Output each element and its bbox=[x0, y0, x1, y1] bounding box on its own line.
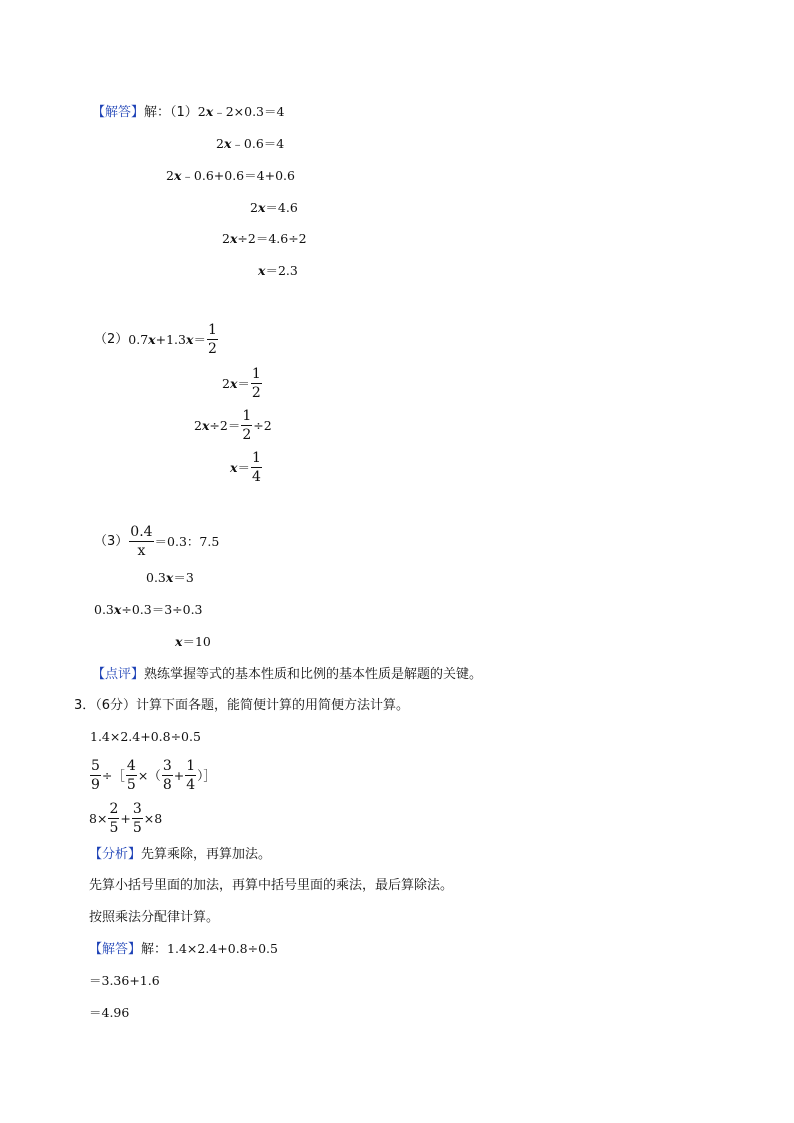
part1-line6 bbox=[258, 263, 298, 279]
eq-text: ＝ bbox=[193, 331, 206, 347]
answer-prefix: 解： bbox=[141, 942, 168, 957]
fraction: $\frac{1}{2}$ bbox=[251, 366, 261, 401]
fraction: $\frac{1}{4}$ bbox=[251, 450, 261, 485]
eq-var: x bbox=[201, 417, 210, 433]
eq-text: ÷2 bbox=[253, 417, 272, 433]
eq-text: ＝4.6 bbox=[265, 200, 298, 215]
eq-text: +1.3 bbox=[155, 331, 186, 347]
q3-answer-line bbox=[89, 941, 278, 958]
eq-text: ﹣0.6+0.6＝4+0.6 bbox=[181, 168, 295, 183]
part1-prefix: 解：（1） bbox=[144, 105, 198, 120]
part2-line3 bbox=[194, 407, 272, 444]
fraction: $\frac{3}{8}$ bbox=[162, 758, 172, 793]
eq-var: x bbox=[229, 375, 238, 391]
eq-text: 2 bbox=[166, 168, 174, 183]
fraction: $\frac{2}{5}$ bbox=[109, 801, 119, 836]
eq-var: x bbox=[173, 168, 182, 183]
eq-var: x bbox=[148, 331, 156, 347]
q3-expr-3 bbox=[89, 800, 162, 837]
eq-text: ＝10 bbox=[182, 634, 211, 649]
eq-text: 2 bbox=[222, 231, 230, 246]
eq-text: 2 bbox=[222, 375, 230, 391]
analysis-tag: 【分析】 bbox=[89, 847, 142, 862]
eq-text: ﹣2×0.3＝4 bbox=[213, 104, 285, 119]
eq-text: ＝ bbox=[237, 459, 250, 475]
eq-text: ＝ bbox=[237, 375, 250, 391]
part2-line2 bbox=[222, 365, 263, 402]
eq-var: x bbox=[230, 459, 238, 475]
part3-line3 bbox=[94, 602, 203, 618]
eq-var: x bbox=[257, 200, 266, 215]
part1-line3 bbox=[166, 168, 295, 184]
eq-var: x bbox=[175, 634, 183, 649]
eq-text: 8× bbox=[89, 810, 108, 826]
eq-text: ＝0.3：7.5 bbox=[154, 533, 220, 549]
eq-text: 2 bbox=[216, 136, 224, 151]
fraction: $\frac{4}{5}$ bbox=[126, 758, 136, 793]
fraction: $\frac{5}{9}$ bbox=[91, 758, 100, 793]
eq-text: ﹣0.6＝4 bbox=[231, 136, 285, 151]
answer-tag: 【解答】 bbox=[92, 105, 145, 120]
eq-var: x bbox=[113, 602, 122, 617]
eq-text: 2 bbox=[194, 417, 202, 433]
eq-text: + bbox=[173, 767, 185, 783]
eq-text: 2 bbox=[197, 104, 206, 119]
fraction: $\frac{0.4}{x}$ bbox=[130, 524, 153, 559]
part3-prefix: （3） bbox=[94, 533, 129, 549]
eq-text: ）］ bbox=[197, 767, 216, 783]
comment-line bbox=[92, 666, 482, 683]
part1-line4 bbox=[250, 200, 298, 216]
part1-line2 bbox=[216, 136, 284, 152]
eq-var: x bbox=[229, 231, 238, 246]
eq-text: 1.4×2.4+0.8÷0.5 bbox=[167, 941, 278, 956]
question-3-title: 3．（6分）计算下面各题，能简便计算的用简便方法计算。 bbox=[74, 698, 410, 713]
eq-text: + bbox=[120, 810, 131, 826]
eq-text: ×（ bbox=[137, 767, 161, 783]
eq-var: x bbox=[185, 331, 194, 347]
part3-line4 bbox=[175, 634, 211, 650]
q3-expr-1: 1.4×2.4+0.8÷0.5 bbox=[90, 729, 201, 744]
eq-text: 0.3 bbox=[146, 570, 166, 585]
eq-text: ÷［ bbox=[101, 767, 125, 783]
analysis-text: 先算乘除，再算加法。 bbox=[141, 847, 272, 862]
eq-text: ＝3 bbox=[173, 570, 194, 585]
eq-text: 0.7 bbox=[128, 331, 149, 347]
analysis-text-3: 按照乘法分配律计算。 bbox=[89, 910, 220, 925]
fraction: $\frac{1}{4}$ bbox=[186, 758, 196, 793]
eq-var: x bbox=[258, 263, 266, 278]
eq-var: x bbox=[223, 136, 232, 151]
eq-text: ÷2＝4.6÷2 bbox=[237, 231, 307, 246]
q3-expr-2 bbox=[89, 757, 216, 794]
eq-text: 2 bbox=[250, 200, 258, 215]
analysis-text-2: 先算小括号里面的加法，再算中括号里面的乘法，最后算除法。 bbox=[89, 878, 454, 893]
analysis-line bbox=[89, 846, 271, 863]
part2-line4 bbox=[230, 449, 263, 486]
part2-prefix: （2） bbox=[94, 331, 129, 347]
fraction: $\frac{3}{5}$ bbox=[132, 801, 142, 836]
comment-tag: 【点评】 bbox=[92, 667, 145, 682]
fraction: $\frac{1}{2}$ bbox=[242, 408, 252, 443]
comment-text: 熟练掌握等式的基本性质和比例的基本性质是解题的关键。 bbox=[144, 667, 483, 682]
eq-var: x bbox=[165, 570, 174, 585]
part1-line1 bbox=[92, 104, 284, 121]
part3-line2 bbox=[146, 570, 194, 586]
eq-text: ×8 bbox=[143, 810, 163, 826]
answer-tag: 【解答】 bbox=[89, 942, 142, 957]
eq-text: ＝2.3 bbox=[265, 263, 298, 278]
part2-line1 bbox=[94, 321, 219, 358]
part3-line1 bbox=[94, 523, 219, 560]
q3-step-2: ＝4.96 bbox=[89, 1005, 130, 1020]
eq-text: ÷0.3＝3÷0.3 bbox=[121, 602, 203, 617]
q3-step-1: ＝3.36+1.6 bbox=[89, 973, 160, 988]
eq-text: ÷2＝ bbox=[209, 417, 241, 433]
part1-line5 bbox=[222, 231, 307, 247]
eq-text: 0.3 bbox=[94, 602, 114, 617]
eq-var: x bbox=[205, 104, 214, 119]
fraction: $\frac{1}{2}$ bbox=[207, 322, 217, 357]
